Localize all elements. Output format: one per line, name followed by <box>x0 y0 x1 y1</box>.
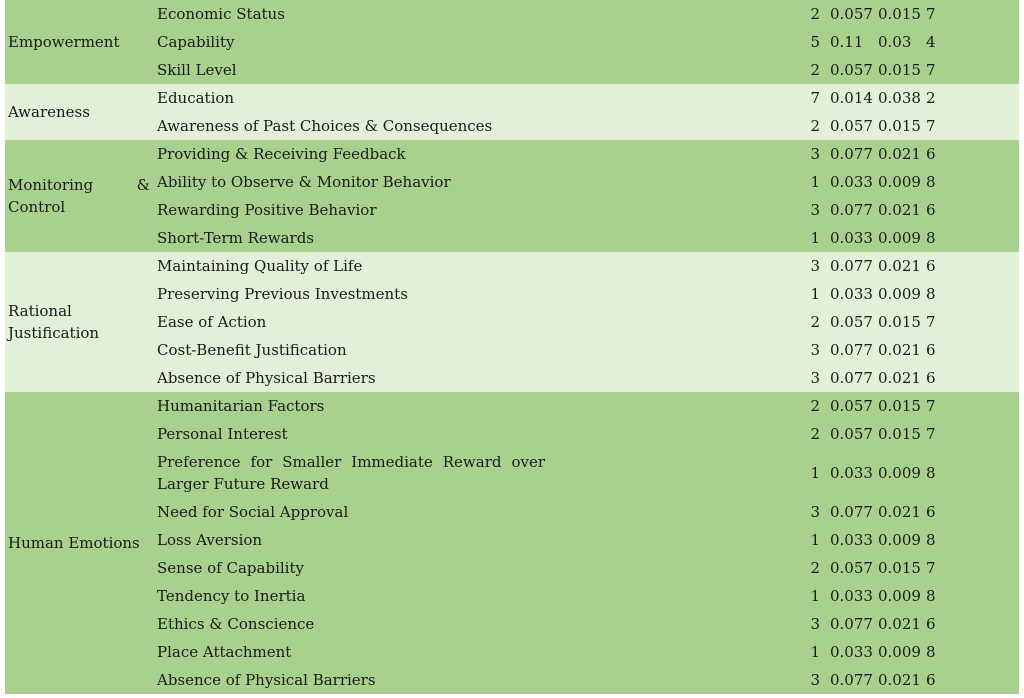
rank-cell: 8 <box>926 229 936 247</box>
factor-label: Personal Interest <box>157 425 288 443</box>
score-cell: 2 <box>810 61 820 79</box>
table-row <box>154 56 1019 84</box>
table-row <box>154 28 1019 56</box>
global-weight-cell: 0.03 <box>878 33 912 51</box>
weight-cell: 0.077 <box>830 369 873 387</box>
weight-cell: 0.033 <box>830 587 873 605</box>
table-row <box>154 666 1019 694</box>
score-cell: 1 <box>810 587 820 605</box>
score-cell: 2 <box>810 5 820 23</box>
group-rows <box>154 0 1019 84</box>
factor-label: Absence of Physical Barriers <box>157 671 376 689</box>
global-weight-cell: 0.009 <box>878 285 921 303</box>
group-rows <box>154 252 1019 392</box>
rank-cell: 7 <box>926 425 936 443</box>
table-row <box>154 196 1019 224</box>
score-cell: 3 <box>810 341 820 359</box>
factor-table <box>5 0 1019 694</box>
rank-cell: 6 <box>926 201 936 219</box>
score-cell: 3 <box>810 257 820 275</box>
weight-cell: 0.033 <box>830 285 873 303</box>
score-cell: 3 <box>810 671 820 689</box>
weight-cell: 0.077 <box>830 615 873 633</box>
score-cell: 2 <box>810 117 820 135</box>
rank-cell: 7 <box>926 117 936 135</box>
factor-group <box>5 84 1019 140</box>
score-cell: 2 <box>810 313 820 331</box>
rank-cell: 8 <box>926 285 936 303</box>
rank-cell: 4 <box>926 33 936 51</box>
score-cell: 7 <box>810 89 820 107</box>
table-row <box>154 582 1019 610</box>
weight-cell: 0.077 <box>830 503 873 521</box>
rank-cell: 6 <box>926 615 936 633</box>
factor-label: Education <box>157 89 235 107</box>
score-cell: 3 <box>810 615 820 633</box>
group-rows <box>154 84 1019 140</box>
factor-label: Ability to Observe & Monitor Behavior <box>157 173 451 191</box>
weight-cell: 0.057 <box>830 397 873 415</box>
group-name-cell <box>5 0 154 84</box>
factor-label: Ease of Action <box>157 313 267 331</box>
factor-group <box>5 252 1019 392</box>
score-cell: 1 <box>810 229 820 247</box>
rank-cell: 8 <box>926 531 936 549</box>
global-weight-cell: 0.009 <box>878 173 921 191</box>
global-weight-cell: 0.021 <box>878 201 921 219</box>
weight-cell: 0.077 <box>830 201 873 219</box>
factor-label: Preserving Previous Investments <box>157 285 408 303</box>
global-weight-cell: 0.009 <box>878 643 921 661</box>
rank-cell: 6 <box>926 369 936 387</box>
weight-cell: 0.033 <box>830 531 873 549</box>
factor-group <box>5 140 1019 252</box>
factor-label: Providing & Receiving Feedback <box>157 145 406 163</box>
table-row <box>154 526 1019 554</box>
weight-cell: 0.033 <box>830 229 873 247</box>
global-weight-cell: 0.038 <box>878 89 921 107</box>
group-name-cell <box>5 252 154 392</box>
group-name: Awareness <box>8 103 90 121</box>
weight-cell: 0.033 <box>830 643 873 661</box>
rank-cell: 7 <box>926 397 936 415</box>
group-name: Rational Justification <box>8 302 100 342</box>
table-row <box>154 638 1019 666</box>
weight-cell: 0.057 <box>830 559 873 577</box>
rank-cell: 6 <box>926 257 936 275</box>
score-cell: 3 <box>810 145 820 163</box>
weight-cell: 0.077 <box>830 341 873 359</box>
score-cell: 2 <box>810 425 820 443</box>
factor-label: Awareness of Past Choices & Consequences <box>157 117 493 135</box>
factor-label: Short-Term Rewards <box>157 229 315 247</box>
group-name: Human Emotions <box>8 534 140 552</box>
weight-cell: 0.077 <box>830 145 873 163</box>
factor-label: Loss Aversion <box>157 531 263 549</box>
score-cell: 3 <box>810 369 820 387</box>
weight-cell: 0.057 <box>830 425 873 443</box>
factor-label: Tendency to Inertia <box>157 587 306 605</box>
global-weight-cell: 0.021 <box>878 145 921 163</box>
weight-cell: 0.077 <box>830 671 873 689</box>
rank-cell: 7 <box>926 559 936 577</box>
group-rows <box>154 140 1019 252</box>
weight-cell: 0.077 <box>830 257 873 275</box>
table-row <box>154 0 1019 28</box>
group-name-cell <box>5 392 154 694</box>
table-row <box>154 280 1019 308</box>
rank-cell: 8 <box>926 464 936 482</box>
table-row <box>154 554 1019 582</box>
global-weight-cell: 0.009 <box>878 587 921 605</box>
factor-label: Need for Social Approval <box>157 503 349 521</box>
factor-group <box>5 0 1019 84</box>
global-weight-cell: 0.021 <box>878 369 921 387</box>
table-row <box>154 140 1019 168</box>
weight-cell: 0.057 <box>830 5 873 23</box>
global-weight-cell: 0.015 <box>878 313 921 331</box>
score-cell: 2 <box>810 559 820 577</box>
weight-cell: 0.033 <box>830 464 873 482</box>
global-weight-cell: 0.015 <box>878 117 921 135</box>
table-row <box>154 448 1019 498</box>
weight-cell: 0.057 <box>830 313 873 331</box>
global-weight-cell: 0.015 <box>878 5 921 23</box>
global-weight-cell: 0.015 <box>878 397 921 415</box>
rank-cell: 7 <box>926 61 936 79</box>
global-weight-cell: 0.021 <box>878 671 921 689</box>
score-cell: 5 <box>810 33 820 51</box>
weight-cell: 0.057 <box>830 61 873 79</box>
global-weight-cell: 0.009 <box>878 464 921 482</box>
rank-cell: 6 <box>926 145 936 163</box>
group-rows <box>154 392 1019 694</box>
score-cell: 1 <box>810 173 820 191</box>
score-cell: 3 <box>810 503 820 521</box>
factor-label: Economic Status <box>157 5 285 23</box>
score-cell: 1 <box>810 643 820 661</box>
table-row <box>154 336 1019 364</box>
weight-cell: 0.014 <box>830 89 873 107</box>
factor-label: Rewarding Positive Behavior <box>157 201 377 219</box>
factor-label: Ethics & Conscience <box>157 615 315 633</box>
table-row <box>154 224 1019 252</box>
global-weight-cell: 0.015 <box>878 559 921 577</box>
global-weight-cell: 0.009 <box>878 229 921 247</box>
rank-cell: 7 <box>926 5 936 23</box>
factor-label: Maintaining Quality of Life <box>157 257 363 275</box>
rank-cell: 6 <box>926 341 936 359</box>
factor-label: Place Attachment <box>157 643 292 661</box>
global-weight-cell: 0.015 <box>878 425 921 443</box>
table-row <box>154 308 1019 336</box>
score-cell: 3 <box>810 201 820 219</box>
weight-cell: 0.033 <box>830 173 873 191</box>
table-row <box>154 112 1019 140</box>
table-row <box>154 392 1019 420</box>
factor-label: Absence of Physical Barriers <box>157 369 376 387</box>
factor-label: Capability <box>157 33 235 51</box>
table-row <box>154 252 1019 280</box>
global-weight-cell: 0.009 <box>878 531 921 549</box>
global-weight-cell: 0.015 <box>878 61 921 79</box>
score-cell: 2 <box>810 397 820 415</box>
table-row <box>154 84 1019 112</box>
group-name-cell <box>5 84 154 140</box>
table-row <box>154 364 1019 392</box>
group-name-cell <box>5 140 154 252</box>
rank-cell: 7 <box>926 313 936 331</box>
rank-cell: 8 <box>926 587 936 605</box>
factor-label: Humanitarian Factors <box>157 397 325 415</box>
group-name: Empowerment <box>8 33 120 51</box>
factor-label: Sense of Capability <box>157 559 304 577</box>
weight-cell: 0.11 <box>830 33 864 51</box>
factor-group <box>5 392 1019 694</box>
table-row <box>154 610 1019 638</box>
rank-cell: 8 <box>926 643 936 661</box>
global-weight-cell: 0.021 <box>878 341 921 359</box>
rank-cell: 6 <box>926 503 936 521</box>
factor-label: Preference for Smaller Immediate Reward over Larger Future Reward <box>157 453 545 493</box>
rank-cell: 6 <box>926 671 936 689</box>
table-row <box>154 498 1019 526</box>
factor-label: Cost-Benefit Justification <box>157 341 347 359</box>
global-weight-cell: 0.021 <box>878 615 921 633</box>
rank-cell: 8 <box>926 173 936 191</box>
factor-label: Skill Level <box>157 61 237 79</box>
global-weight-cell: 0.021 <box>878 503 921 521</box>
score-cell: 1 <box>810 531 820 549</box>
score-cell: 1 <box>810 285 820 303</box>
table-row <box>154 420 1019 448</box>
score-cell: 1 <box>810 464 820 482</box>
group-name: Monitoring & Control <box>8 176 150 216</box>
rank-cell: 2 <box>926 89 936 107</box>
global-weight-cell: 0.021 <box>878 257 921 275</box>
weight-cell: 0.057 <box>830 117 873 135</box>
table-row <box>154 168 1019 196</box>
